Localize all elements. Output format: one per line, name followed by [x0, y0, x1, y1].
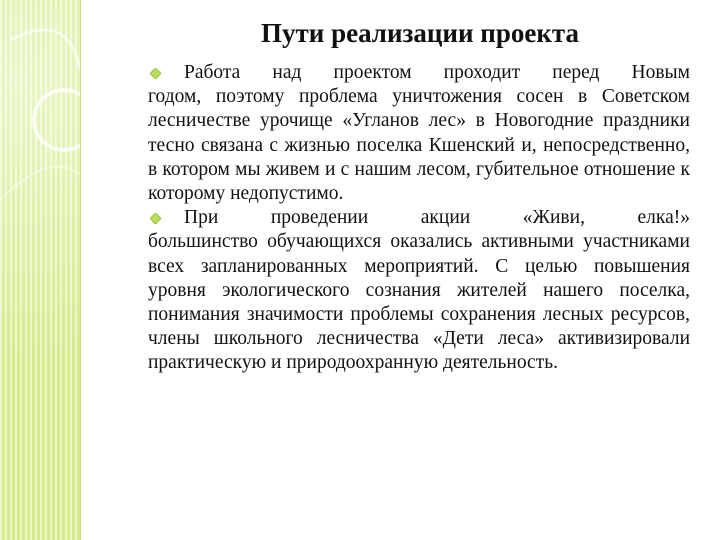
slide-title: Пути реализации проекта — [261, 18, 579, 48]
panel-divider — [80, 0, 81, 540]
green-diamond-bullet-icon — [150, 213, 161, 224]
green-diamond-bullet-icon — [150, 68, 161, 79]
bullet-item-2 — [148, 206, 690, 375]
decorative-side-panel — [0, 0, 80, 540]
bullet-1-first-line: Работа над проектом проходит перед Новым — [184, 62, 690, 83]
bullet-2-first-line: При проведении акции «Живи, елка!» — [184, 207, 690, 229]
bullet-item-1 — [148, 61, 690, 206]
slide-content — [148, 61, 690, 376]
bullet-2-text: большинство обучающихся оказались активными участниками всех запланированных мероприятий. С целью повышения уровня экологического сознания жителей нашего поселка, понимания значимости проблемы сохранения лесных ресурсов, члены школьного лесничества «Дети леса» активизировали практическую и природоохранную деятельность. — [148, 231, 690, 374]
bullet-1-text: годом, поэтому проблема уничтожения сосен в Советском лесничестве урочище «Угланов лес» в Новогодние праздники тесно связана с жизнью поселка Кшенский и, непосредственно, в котором мы живем и с нашим лесом, губительное отношение к которому недопустимо. — [148, 86, 690, 205]
decorative-swirl-icon — [0, 0, 80, 540]
